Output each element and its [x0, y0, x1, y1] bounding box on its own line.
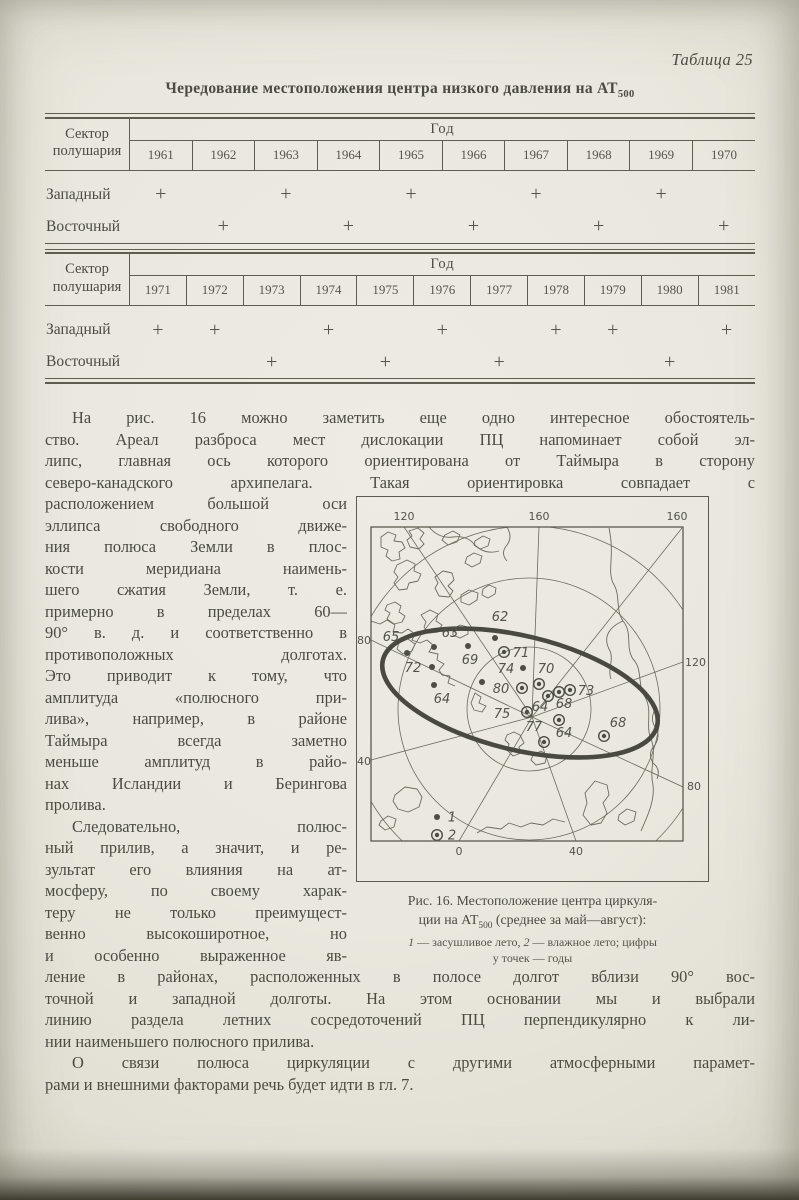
table-number: Таблица 25	[671, 50, 753, 69]
mark-cell: +	[550, 318, 562, 341]
point-year-label: 64	[555, 726, 573, 742]
mark-cell	[192, 170, 255, 211]
text-line: зультат его влияния на ат-	[45, 859, 347, 879]
point-year-label: 70	[537, 662, 555, 678]
text-line: Это приводит к тому, что	[45, 666, 347, 686]
legend-key-2: 2	[523, 935, 530, 950]
point-year-label: 68	[555, 697, 573, 713]
wet-summer-dot	[602, 734, 606, 738]
alternation-table-1971-1981	[45, 254, 755, 378]
wet-summer-dot	[557, 718, 561, 722]
mark-cell	[505, 211, 568, 243]
text-line: противоположных долготах.	[45, 644, 347, 664]
row-western	[45, 306, 755, 347]
figure-caption-legend-line2: у точек — годы	[492, 950, 573, 965]
row-western	[45, 170, 755, 211]
lower-paragraphs	[45, 966, 755, 1095]
point-year-label: 63	[441, 626, 459, 642]
mark-cell	[584, 346, 641, 378]
year-cell: 1977	[471, 276, 528, 306]
mark-cell: +	[592, 215, 605, 238]
narrow-column	[45, 493, 347, 966]
mark-cell: +	[436, 318, 448, 341]
year-cell: 1976	[414, 276, 471, 306]
year-cell: 1974	[300, 276, 357, 306]
row-eastern	[45, 211, 755, 243]
year-cell: 1972	[186, 276, 243, 306]
mark-cell: +	[405, 183, 417, 206]
caption-tail-text: (среднее за май—август):	[492, 911, 647, 927]
text-line: точной и западной долготы. На этом основании мы и выбрали	[45, 988, 755, 1008]
mark-cell: +	[664, 350, 676, 373]
mark-cell: +	[379, 350, 391, 373]
text-line: северо-канадского архипелага. Такая ориентировка совпадает с	[45, 472, 755, 492]
mark-cell	[698, 346, 755, 378]
wet-summer-dot	[546, 694, 550, 698]
dry-summer-marker	[492, 635, 498, 641]
coastlines	[371, 527, 658, 833]
legend-text-1: — засушливое лето,	[414, 935, 524, 950]
table-title-subscript: 500	[617, 89, 635, 101]
text-line: Таймыра всегда заметно	[45, 730, 347, 750]
point-year-label: 68	[609, 716, 627, 732]
point-year-label: 74	[497, 662, 515, 678]
text-line: мосферу, по своему харак-	[45, 881, 347, 901]
page-bottom-shadow	[0, 1148, 799, 1200]
row-label: Западный	[46, 185, 111, 203]
sector-header: Сектор полушария	[45, 254, 130, 306]
mark-cell: +	[607, 318, 619, 341]
row-label: Восточный	[46, 353, 121, 371]
table-title	[45, 80, 755, 100]
text-line: лива», например, в районе	[45, 709, 347, 729]
figure-caption-line: Рис. 16. Местоположение центра циркуля-	[407, 892, 658, 908]
point-year-label: 69	[461, 653, 479, 669]
text-line: 90° в. д. и соответственно в	[45, 623, 347, 643]
caption-at-subscript: 500	[478, 920, 493, 931]
point-year-label: 64	[531, 700, 549, 716]
figure-caption	[356, 891, 709, 967]
point-year-label: 75	[493, 707, 511, 723]
table-header-row	[45, 119, 755, 141]
text-line: примерно в пределах 60—	[45, 601, 347, 621]
figure-caption-line	[356, 910, 709, 936]
point-year-label: 2	[447, 828, 457, 844]
mark-cell: +	[155, 183, 167, 206]
lat-label-right-80: 80	[687, 780, 701, 794]
lon-label-bottom-40: 40	[569, 845, 583, 859]
text-line: ный прилив, а значит, и ре-	[45, 838, 347, 858]
latitude-circle-outer	[357, 526, 707, 869]
text-line: Следовательно, полюс-	[72, 816, 347, 836]
text-line: На рис. 16 можно заметить еще одно интересное обостоятель-	[72, 408, 755, 428]
text-line: и особенно выраженное яв-	[45, 945, 347, 965]
text-line: амплитуда «полюсного при-	[45, 687, 347, 707]
wet-summer-dot	[502, 650, 506, 654]
text-line: теру не только преимущест-	[45, 902, 347, 922]
mark-cell	[442, 170, 505, 211]
mark-cell	[317, 170, 380, 211]
dry-summer-marker	[520, 665, 526, 671]
figure-caption-legend	[356, 935, 709, 951]
mark-cell	[357, 306, 414, 347]
year-cell: 1971	[130, 276, 187, 306]
figure-16	[356, 496, 709, 966]
table-year-row	[45, 140, 755, 170]
mark-cell: +	[152, 318, 164, 341]
lon-label-bottom-0: 0	[455, 845, 463, 859]
mark-cell: +	[655, 183, 667, 206]
year-cell: 1979	[584, 276, 641, 306]
mark-cell	[471, 306, 528, 347]
caption-at-text: ции на АТ	[418, 911, 479, 927]
mark-cell	[567, 170, 630, 211]
year-cell: 1978	[528, 276, 585, 306]
alternation-table-1961-1970	[45, 119, 755, 243]
point-year-label: 71	[512, 646, 530, 662]
year-cell: 1973	[243, 276, 300, 306]
text-line: расположением большой оси	[45, 494, 347, 514]
year-cell: 1975	[357, 276, 414, 306]
mark-cell	[130, 346, 187, 378]
wet-summer-dot	[435, 833, 439, 837]
point-year-label: 73	[577, 684, 595, 700]
mark-cell: +	[266, 350, 278, 373]
point-year-label: 64	[433, 692, 451, 708]
point-year-label: 77	[525, 720, 543, 736]
mark-cell: +	[322, 318, 335, 341]
year-cell: 1969	[630, 140, 693, 170]
text-line: венно высокоширотное, но	[45, 924, 347, 944]
wet-summer-dot	[568, 688, 572, 692]
wet-summer-dot	[557, 690, 561, 694]
mark-cell: +	[467, 215, 480, 238]
dry-summer-marker	[429, 664, 435, 670]
wet-summer-dot	[542, 740, 546, 744]
row-eastern	[45, 346, 755, 378]
mark-cell	[380, 211, 443, 243]
mark-cell: +	[530, 183, 542, 206]
text-line: ния полюса Земли в плос-	[45, 537, 347, 557]
mark-cell	[186, 346, 243, 378]
text-line: шего сжатия Земли, т. е.	[45, 580, 347, 600]
mark-cell	[300, 346, 357, 378]
figure-border	[356, 496, 709, 882]
mark-cell: +	[720, 318, 733, 341]
mark-cell	[255, 211, 318, 243]
point-year-label: 1	[447, 810, 457, 826]
dry-summer-marker	[431, 644, 437, 650]
year-cell: 1981	[698, 276, 755, 306]
row-label: Восточный	[46, 217, 121, 235]
point-year-label: 72	[404, 661, 422, 677]
year-group-header: Год	[130, 254, 756, 276]
lon-label-top-160b: 160	[666, 510, 688, 524]
year-cell: 1965	[380, 140, 443, 170]
lon-label-top-120: 120	[393, 510, 415, 524]
year-cell: 1980	[641, 276, 698, 306]
point-year-label: 65	[382, 630, 400, 646]
mark-cell: +	[217, 215, 229, 238]
year-cell: 1970	[692, 140, 755, 170]
text-line: липс, главная ось которого ориентирована от Таймыра в сторону	[45, 451, 755, 471]
mark-cell: +	[342, 215, 355, 238]
text-line: эллипса свободного движе-	[45, 515, 347, 535]
wet-summer-dot	[525, 710, 529, 714]
dry-summer-marker	[479, 679, 485, 685]
sector-header: Сектор полушария	[45, 119, 130, 171]
legend-key-1: 1	[408, 935, 415, 950]
wet-summer-dot	[537, 682, 541, 686]
mark-cell	[243, 306, 300, 347]
mark-cell: +	[718, 215, 730, 238]
year-cell: 1968	[567, 140, 630, 170]
text-line: рами и внешними факторами речь будет идти в гл. 7.	[45, 1074, 414, 1094]
text-line: ление в районах, расположенных в полосе долгот вблизи 90° вос-	[45, 967, 755, 987]
map-legend	[432, 811, 456, 844]
dry-summer-marker	[431, 682, 437, 688]
lat-label-left-40: 40	[357, 755, 371, 769]
wet-summer-dot	[520, 686, 524, 690]
table-year-row	[45, 276, 755, 306]
mark-cell	[630, 211, 693, 243]
mark-cell: +	[493, 350, 505, 373]
year-cell: 1961	[130, 140, 193, 170]
text-line: нии наименьшего полюсного прилива.	[45, 1031, 315, 1051]
map-figure	[357, 497, 707, 869]
dry-summer-marker	[404, 650, 410, 656]
year-cell: 1966	[442, 140, 505, 170]
point-year-label: 80	[492, 682, 510, 698]
mark-cell	[528, 346, 585, 378]
lat-label-right-120: 120	[685, 656, 706, 670]
mark-cell	[692, 170, 755, 211]
year-cell: 1964	[317, 140, 380, 170]
lon-label-top-160: 160	[528, 510, 550, 524]
rule-table2-bottom	[45, 378, 755, 384]
legend-text-2: — влажное лето; цифры	[529, 935, 657, 950]
text-line: меньше амплитуд в райо-	[45, 752, 347, 772]
row-label: Западный	[46, 321, 111, 339]
table-header-row	[45, 254, 755, 276]
year-cell: 1962	[192, 140, 255, 170]
map-graticule	[357, 526, 707, 869]
year-cell: 1963	[255, 140, 318, 170]
year-cell: 1967	[505, 140, 568, 170]
dry-summer-marker	[465, 643, 471, 649]
text-line: пролива.	[45, 795, 106, 815]
mark-cell: +	[280, 183, 292, 206]
text-line: кости меридиана наимень-	[45, 558, 347, 578]
mark-cell	[130, 211, 193, 243]
lat-label-left-80: 80	[357, 634, 371, 648]
mark-cell: +	[209, 318, 221, 341]
text-line: ство. Ареал разброса мест дислокации ПЦ напоминает собой эл-	[45, 429, 755, 449]
mark-cell	[414, 346, 471, 378]
point-year-label: 62	[491, 610, 509, 626]
text-line: линию раздела летних сосредоточений ПЦ перпендикулярно к ли-	[45, 1010, 755, 1030]
dry-summer-marker	[434, 814, 440, 820]
table-title-text: Чередование местоположения центра низкого давления на АТ	[165, 80, 618, 97]
text-line: О связи полюса циркуляции с другими атмосферными парамет-	[72, 1053, 755, 1073]
year-group-header: Год	[130, 119, 756, 141]
text-line: нах Исландии и Берингова	[45, 773, 347, 793]
body-text	[45, 407, 755, 1095]
mark-cell	[641, 306, 698, 347]
